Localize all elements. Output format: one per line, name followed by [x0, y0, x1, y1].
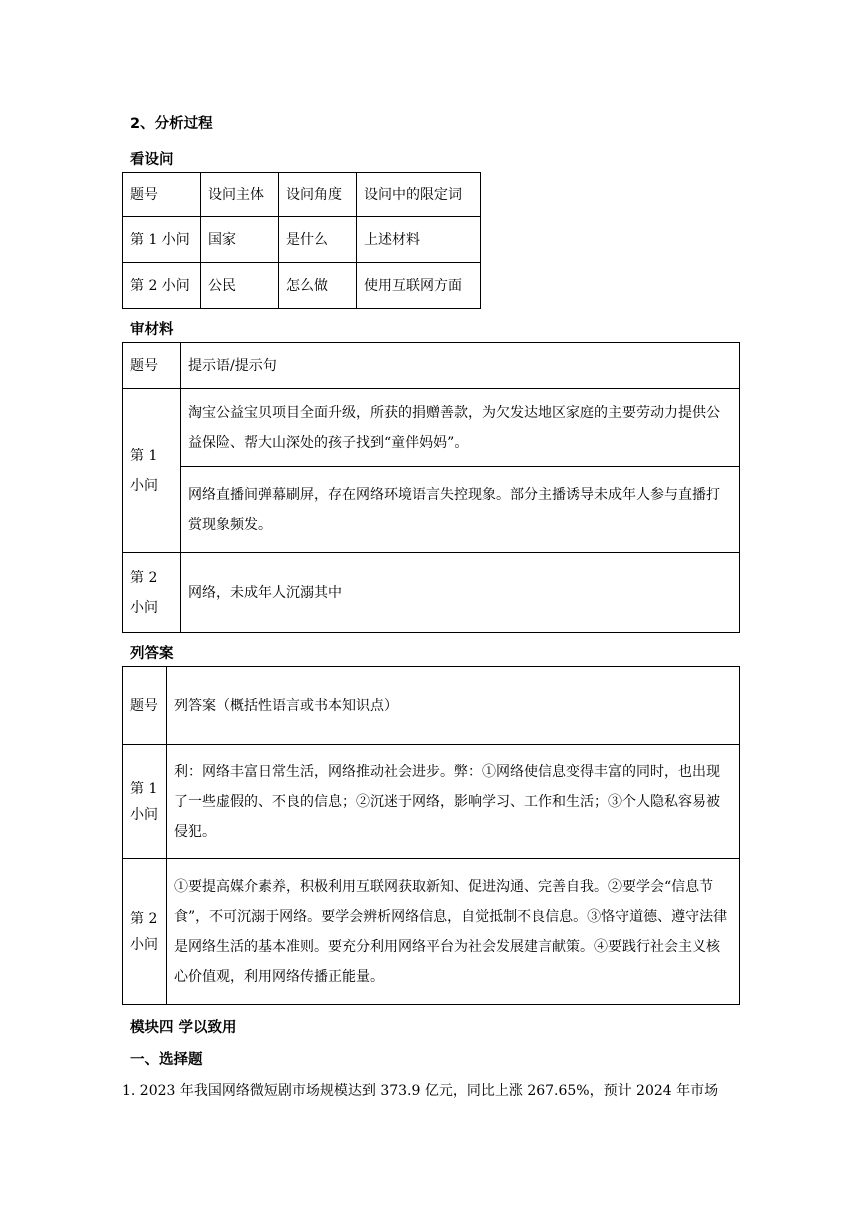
- hint-cell: 网络直播间弹幕刷屏，存在网络环境语言失控现象。部分主播诱导未成年人参与直播打赏现象频发。: [181, 467, 740, 553]
- answer-cell: ①要提高媒介素养，积极利用互联网获取新知、促进沟通、完善自我。②要学会“信息节食”，不可沉溺于网络。要学会辨析网络信息，自觉抵制不良信息。③恪守道德、遵守法律是网络生活的基本准则。要充分利用网络平台为社会发展建言献策。④要践行社会主义核心价值观，利用网络传播正能量。: [167, 859, 740, 1005]
- question-label-cell: 第 1 小问: [123, 745, 167, 859]
- module-title: 模块四 学以致用: [130, 1020, 237, 1036]
- question-label-cell: 第 2 小问: [123, 553, 181, 633]
- table-row: [123, 745, 740, 859]
- table-header-cell: 设问主体: [201, 173, 279, 217]
- table-header-row: [123, 343, 740, 389]
- hint-cell: 淘宝公益宝贝项目全面升级，所获的捐赠善款，为欠发达地区家庭的主要劳动力提供公益保险、帮大山深处的孩子找到“童伴妈妈”。: [181, 389, 740, 467]
- table-cell: 怎么做: [279, 263, 357, 309]
- table-header-cell: 题号: [123, 667, 167, 745]
- table-header-row: [123, 667, 740, 745]
- table-header-cell: 设问角度: [279, 173, 357, 217]
- hint-cell: 网络，未成年人沉溺其中: [181, 553, 740, 633]
- table-cell: 上述材料: [357, 217, 481, 263]
- answer-table: [122, 666, 740, 1005]
- table-header-cell: 题号: [123, 343, 181, 389]
- question-1-text: 1. 2023 年我国网络微短剧市场规模达到 373.9 亿元，同比上涨 267.65%，预计 2024 年市场: [122, 1083, 719, 1099]
- table-row: [123, 263, 481, 309]
- question-label-cell: 第 2 小问: [123, 859, 167, 1005]
- table-header-cell: 提示语/提示句: [181, 343, 740, 389]
- table-row: [123, 217, 481, 263]
- question-analysis-table: [122, 172, 481, 309]
- material-table: [122, 342, 740, 633]
- table-row: [123, 553, 740, 633]
- table-cell: 国家: [201, 217, 279, 263]
- table-row: [123, 389, 740, 467]
- table-cell: 第 1 小问: [123, 217, 201, 263]
- table-cell: 使用互联网方面: [357, 263, 481, 309]
- table-cell: 是什么: [279, 217, 357, 263]
- table-header-cell: 题号: [123, 173, 201, 217]
- table-header-row: [123, 173, 481, 217]
- table-header-cell: 列答案（概括性语言或书本知识点）: [167, 667, 740, 745]
- section-title: 2、分析过程: [130, 116, 213, 132]
- part-title: 一、选择题: [130, 1052, 203, 1068]
- table-cell: 公民: [201, 263, 279, 309]
- step1-heading: 看设问: [130, 152, 174, 168]
- answer-cell: 利：网络丰富日常生活，网络推动社会进步。弊：①网络使信息变得丰富的同时，也出现了一些虚假的、不良的信息；②沉迷于网络，影响学习、工作和生活；③个人隐私容易被侵犯。: [167, 745, 740, 859]
- table-row: [123, 859, 740, 1005]
- step3-heading: 列答案: [130, 646, 174, 662]
- question-label-cell: 第 1 小问: [123, 389, 181, 553]
- table-cell: 第 2 小问: [123, 263, 201, 309]
- step2-heading: 审材料: [130, 322, 174, 338]
- table-row: [123, 467, 740, 553]
- table-header-cell: 设问中的限定词: [357, 173, 481, 217]
